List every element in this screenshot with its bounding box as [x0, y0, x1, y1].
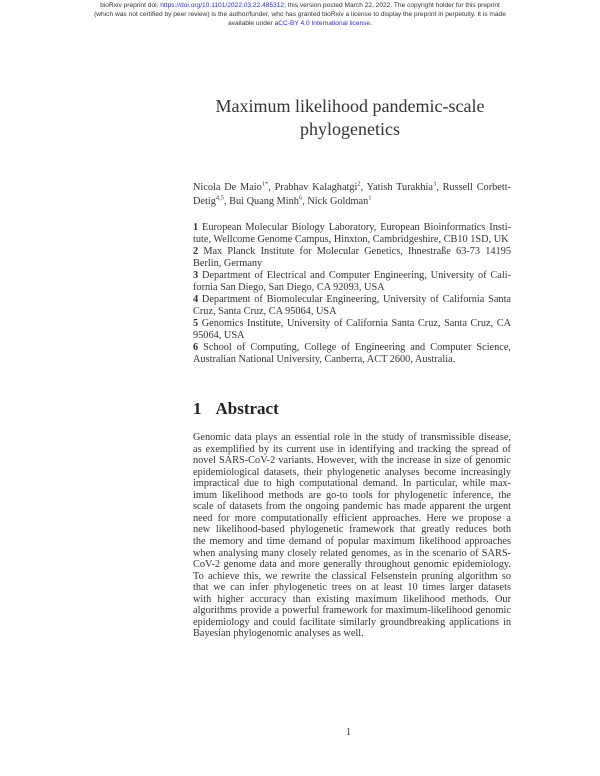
- affiliation-number: 3: [193, 270, 199, 281]
- affiliation-line: [193, 270, 511, 282]
- author-name: , Nick Goldman: [302, 196, 369, 207]
- abstract-line: impractical due to high computational demand. In particular, while max-: [193, 478, 511, 490]
- abstract-line: To achieve this, we rewrite the classical Felsenstein pruning algorithm so: [193, 570, 511, 582]
- affiliation-text: tute, Wellcome Genome Campus, Hinxton, Cambridgeshire, CB10 1SD, UK: [193, 234, 509, 245]
- paper-title-line-2: phylogenetics: [300, 119, 400, 139]
- author-affiliation-marker: 2: [357, 180, 361, 188]
- preprint-header-line-2: (which was not certified by peer review) is the author/funder, who has granted bioRxiv a license to display the preprint in perpetuity. It is made: [94, 11, 506, 18]
- affiliation-line: [193, 318, 511, 330]
- affiliation-line: [193, 234, 511, 246]
- abstract-line: Genomic data plays an essential role in the study of transmissible disease,: [193, 432, 511, 443]
- header-text: ; this version posted March 22, 2022. The copyright holder for this preprint: [284, 2, 500, 9]
- affiliation-number: 2: [193, 246, 199, 257]
- affiliation-line: [193, 246, 511, 258]
- affiliation-text: Cruz, Santa Cruz, CA 95064, USA: [193, 306, 337, 317]
- affiliation-line: [193, 294, 511, 306]
- abstract-line: novel SARS-CoV-2 variants. However, with the increase in size of genomic: [193, 455, 511, 467]
- header-text: available under a: [228, 20, 279, 27]
- abstract-line: Bayesian phylogenomic analyses as well.: [193, 628, 364, 640]
- paper-title-line-1: Maximum likelihood pandemic-scale: [215, 96, 485, 116]
- authors-line-1: [193, 182, 511, 194]
- author-affiliation-marker: 1*: [261, 180, 269, 188]
- header-text: bioRxiv preprint doi:: [100, 2, 161, 9]
- affiliation-text: Australian National University, Canberra, ACT 2600, Australia.: [193, 354, 456, 365]
- author-name: Nicola De Maio: [193, 182, 262, 193]
- abstract-line: when analysing many closely related genomes, as in the scenario of SARS-: [193, 547, 511, 559]
- abstract-line: new likelihood-based phylogenetic framework that greatly reduces both: [193, 524, 511, 536]
- license-link[interactable]: CC-BY 4.0 International license: [278, 20, 371, 27]
- section-number: 1: [193, 399, 202, 418]
- author-affiliation-marker: 4,5: [215, 194, 225, 202]
- section-title: Abstract: [215, 399, 279, 418]
- abstract-line: scale of datasets from the ongoing pandemic has made apparent the urgent: [193, 501, 511, 513]
- affiliation-line: [193, 258, 511, 270]
- affiliation-line: [193, 222, 511, 234]
- abstract-line: the memory and time demand of popular maximum likelihood approaches: [193, 535, 511, 547]
- author-name: , Yatish Turakhia: [360, 182, 433, 193]
- affiliation-number: 5: [193, 318, 199, 329]
- affiliation-text: 95064, USA: [193, 330, 245, 341]
- abstract-line: as exemplified by its current use in identifying and tracking the spread of: [193, 443, 511, 455]
- affiliation-text: Genomics Institute, University of California Santa Cruz, Santa Cruz, CA: [198, 318, 511, 329]
- abstract-line: CoV-2 genome data and more generally throughout genomic epidemiology.: [193, 559, 511, 571]
- abstract-line: algorithms provide a powerful framework for maximum-likelihood genomic: [193, 605, 511, 617]
- author-name: , Russell Corbett-: [436, 182, 512, 193]
- author-name: , Prabhav Kalaghatgi: [268, 182, 358, 193]
- author-name: Detig: [193, 196, 216, 207]
- doi-link[interactable]: https://doi.org/10.1101/2022.03.22.485312: [160, 2, 285, 9]
- preprint-header-line-3: [0, 19, 600, 28]
- author-name: , Bui Quang Minh: [224, 196, 299, 207]
- preprint-header-line-1: [0, 1, 600, 10]
- abstract-line: that we can infer phylogenetic trees on at least 10 times larger datasets: [193, 582, 511, 594]
- affiliation-number: 6: [193, 342, 199, 353]
- affiliation-text: Berlin, Germany: [193, 258, 263, 269]
- affiliation-line: [193, 282, 511, 294]
- affiliation-number: 1: [193, 222, 199, 233]
- abstract-line: imum likelihood methods are go-to tools for phylogenetic inference, the: [193, 489, 511, 501]
- abstract-line: epidemiology and could facilitate similarly groundbreaking applications in: [193, 616, 511, 628]
- affiliation-number: 4: [193, 294, 199, 305]
- affiliation-line: [193, 342, 511, 354]
- affiliation-line: [193, 354, 511, 366]
- affiliation-text: School of Computing, College of Engineering and Computer Science,: [198, 342, 511, 353]
- affiliation-line: [193, 306, 511, 318]
- author-affiliation-marker: 6: [298, 194, 303, 202]
- affiliation-text: fornia San Diego, San Diego, CA 92093, USA: [193, 282, 385, 293]
- abstract-line: with higher accuracy than existing maximum likelihood methods. Our: [193, 593, 511, 605]
- author-affiliation-marker: 1: [368, 194, 372, 202]
- authors-line-2: [193, 196, 511, 208]
- section-heading-abstract: [193, 399, 279, 419]
- affiliation-text: Department of Biomolecular Engineering, University of California Santa: [198, 294, 511, 305]
- affiliation-text: Max Planck Institute for Molecular Genetics, Ihnestraße 63-73 14195: [198, 246, 511, 257]
- author-affiliation-marker: 3: [432, 180, 437, 188]
- affiliation-text: Department of Electrical and Computer Engineering, University of Cali-: [198, 270, 511, 281]
- abstract-line: epidemiological datasets, their phylogenetic analyses become increasingly: [193, 466, 511, 478]
- header-text: .: [370, 20, 372, 27]
- affiliation-text: European Molecular Biology Laboratory, European Bioinformatics Insti-: [198, 222, 511, 233]
- page-number: 1: [346, 727, 351, 738]
- affiliation-line: [193, 330, 511, 342]
- abstract-line: need for more computationally efficient approaches. Here we propose a: [193, 512, 511, 524]
